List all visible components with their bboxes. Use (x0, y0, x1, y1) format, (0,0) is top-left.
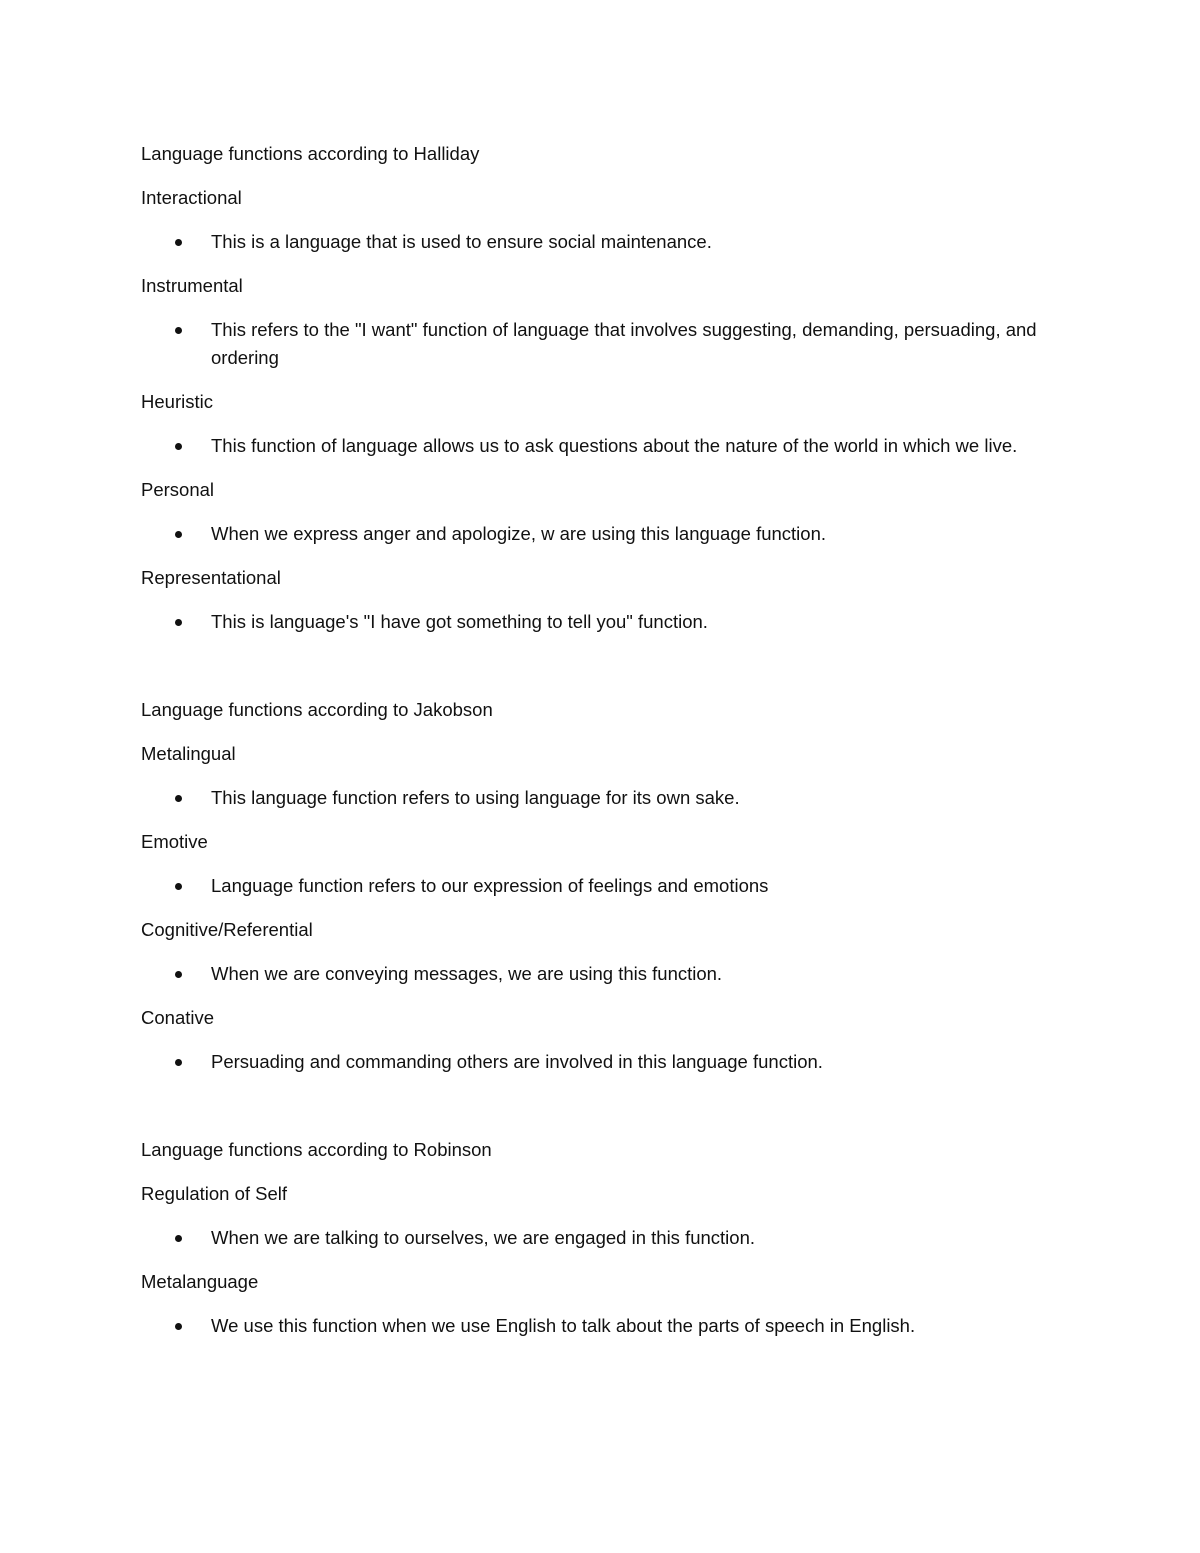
list-item (141, 1224, 1071, 1252)
bullet-icon (175, 327, 182, 334)
list-item (141, 872, 1071, 900)
term-description: When we are conveying messages, we are using this function. (211, 963, 723, 984)
term-description: We use this function when we use English to talk about the parts of speech in English. (211, 1315, 916, 1336)
term-heading: Personal (141, 479, 215, 500)
term-description: When we express anger and apologize, w are using this language function. (211, 523, 826, 544)
list-item (141, 228, 1071, 256)
term-heading: Metalanguage (141, 1271, 259, 1292)
section-halliday (141, 140, 1071, 636)
bullet-icon (175, 1323, 182, 1330)
bullet-icon (175, 443, 182, 450)
section-spacer (141, 652, 1071, 696)
term-description: This language function refers to using language for its own sake. (211, 787, 740, 808)
term-heading: Regulation of Self (141, 1183, 288, 1204)
term-description: This is language's "I have got something to tell you" function. (211, 611, 708, 632)
bullet-icon (175, 883, 182, 890)
section-jakobson (141, 696, 1071, 1076)
term-description: This refers to the "I want" function of language that involves suggesting, demanding, persuading, and ordering (211, 319, 1037, 368)
list-item (141, 608, 1071, 636)
list-item (141, 1048, 1071, 1076)
section-spacer (141, 1092, 1071, 1136)
list-item (141, 960, 1071, 988)
bullet-icon (175, 795, 182, 802)
bullet-icon (175, 239, 182, 246)
bullet-icon (175, 1235, 182, 1242)
section-title: Language functions according to Jakobson (141, 699, 493, 720)
term-heading: Emotive (141, 831, 208, 852)
section-title: Language functions according to Halliday (141, 143, 480, 164)
term-description: Language function refers to our expression of feelings and emotions (211, 875, 769, 896)
term-heading: Metalingual (141, 743, 236, 764)
section-title: Language functions according to Robinson (141, 1139, 492, 1160)
bullet-icon (175, 619, 182, 626)
bullet-icon (175, 971, 182, 978)
list-item (141, 1312, 1071, 1340)
term-heading: Cognitive/Referential (141, 919, 313, 940)
term-description: This is a language that is used to ensure social maintenance. (211, 231, 712, 252)
term-heading: Interactional (141, 187, 242, 208)
term-description: Persuading and commanding others are involved in this language function. (211, 1051, 823, 1072)
list-item (141, 520, 1071, 548)
list-item (141, 784, 1071, 812)
term-description: When we are talking to ourselves, we are engaged in this function. (211, 1227, 756, 1248)
term-heading: Conative (141, 1007, 215, 1028)
term-description: This function of language allows us to ask questions about the nature of the world in which we live. (211, 435, 1018, 456)
section-robinson (141, 1136, 1071, 1340)
document-body (141, 140, 1071, 1356)
term-heading: Representational (141, 567, 281, 588)
list-item (141, 432, 1071, 460)
list-item (141, 316, 1071, 372)
bullet-icon (175, 531, 182, 538)
bullet-icon (175, 1059, 182, 1066)
term-heading: Heuristic (141, 391, 213, 412)
term-heading: Instrumental (141, 275, 243, 296)
